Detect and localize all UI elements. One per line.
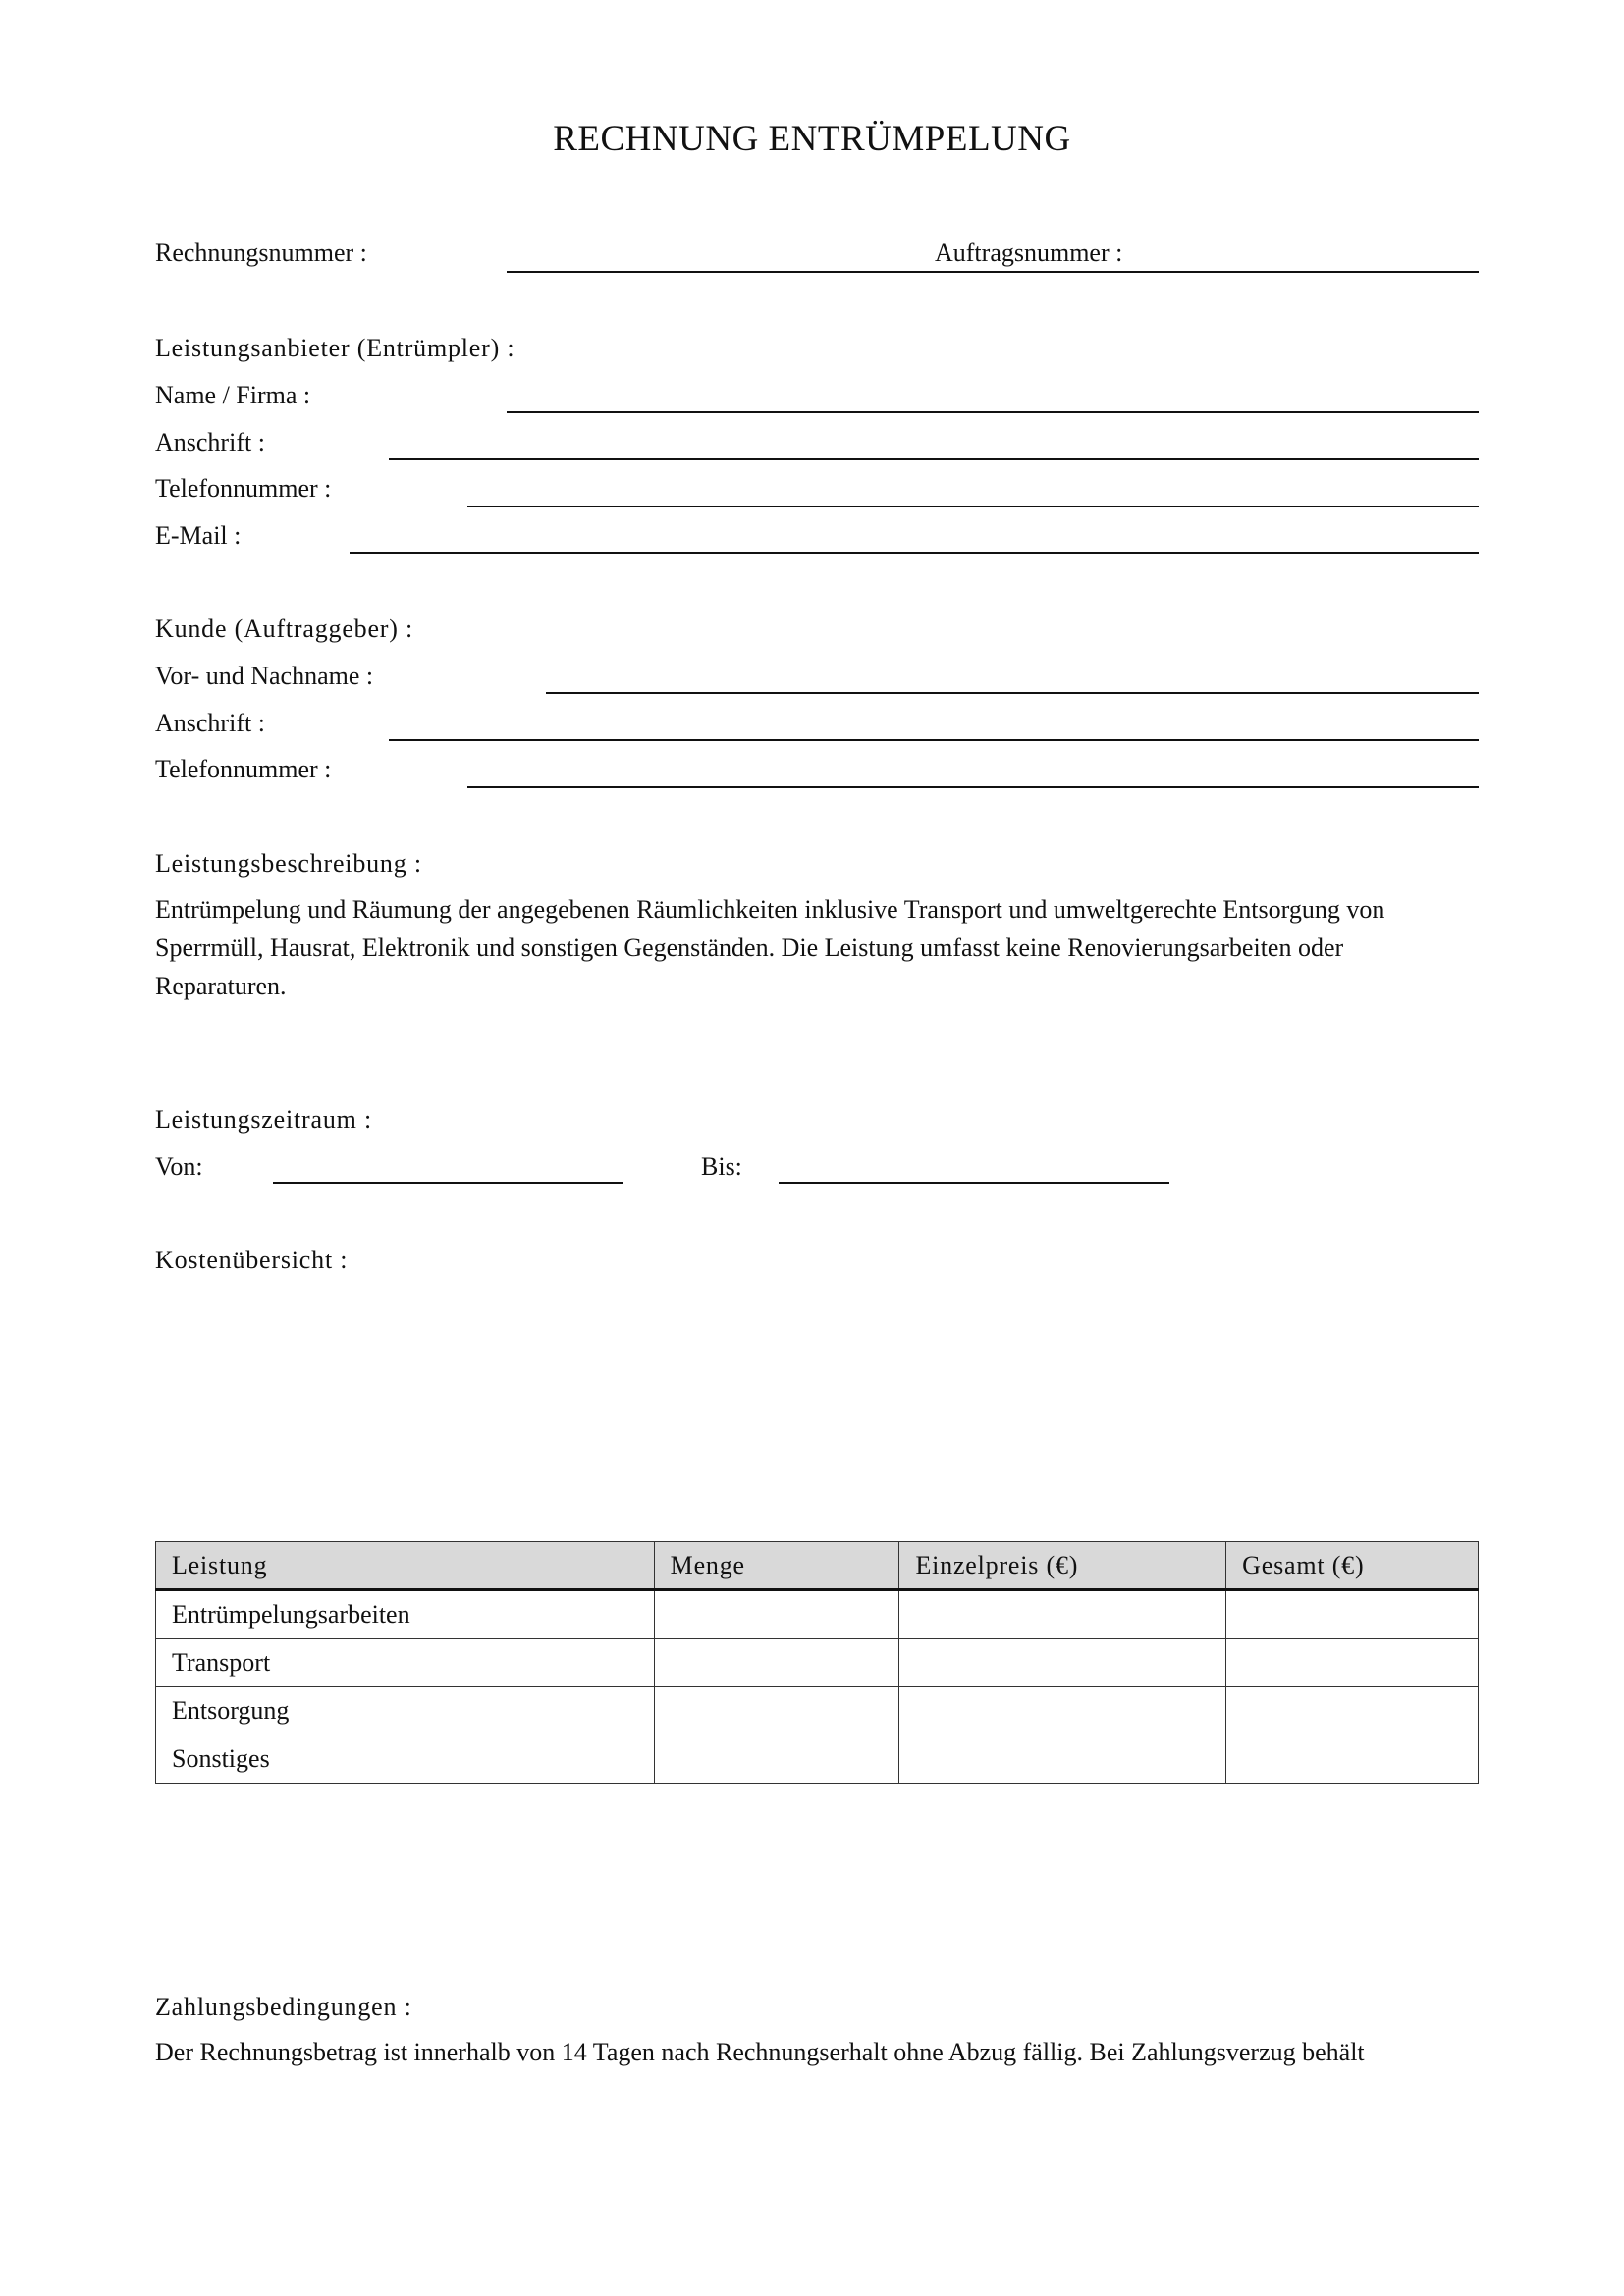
- cell-quantity[interactable]: [654, 1687, 899, 1735]
- column-header-quantity: Menge: [654, 1542, 899, 1590]
- cost-table-header-row: [156, 1542, 1479, 1590]
- customer-heading: Kunde (Auftraggeber) :: [155, 614, 414, 643]
- cell-total[interactable]: [1226, 1735, 1479, 1784]
- cell-total[interactable]: [1226, 1687, 1479, 1735]
- provider-email-field[interactable]: [350, 552, 1479, 554]
- costs-heading: Kostenübersicht :: [155, 1246, 349, 1274]
- customer-name-label: Vor- und Nachname :: [155, 662, 374, 690]
- period-to-field[interactable]: [779, 1182, 1169, 1184]
- provider-heading: Leistungsanbieter (Entrümpler) :: [155, 334, 515, 362]
- cell-total[interactable]: [1226, 1590, 1479, 1639]
- provider-phone-label: Telefonnummer :: [155, 474, 332, 503]
- invoice-number-label: Rechnungsnummer :: [155, 239, 367, 267]
- provider-address-field[interactable]: [389, 458, 1479, 460]
- column-header-unit-price: Einzelpreis (€): [899, 1542, 1226, 1590]
- provider-name-field[interactable]: [507, 411, 1479, 413]
- provider-phone-field[interactable]: [467, 506, 1479, 507]
- cell-quantity[interactable]: [654, 1590, 899, 1639]
- payment-terms-text: Der Rechnungsbetrag ist innerhalb von 14 Tagen nach Rechnungserhalt ohne Abzug fällig. Bei Zahlungsverzug behält: [155, 2038, 1365, 2066]
- order-number-label: Auftragsnummer :: [935, 239, 1123, 267]
- table-row: [156, 1687, 1479, 1735]
- customer-phone-label: Telefonnummer :: [155, 755, 332, 783]
- table-row: [156, 1735, 1479, 1784]
- cell-service: Transport: [156, 1639, 655, 1687]
- cell-service: Sonstiges: [156, 1735, 655, 1784]
- provider-email-label: E-Mail :: [155, 521, 242, 550]
- table-row: [156, 1590, 1479, 1639]
- customer-address-field[interactable]: [389, 739, 1479, 741]
- service-description: Entrümpelung und Räumung der angegebenen Räumlichkeiten inklusive Transport und umweltgerechte Entsorgung von Sperrmüll, Hausrat, Elektronik und sonstigen Gegenständen. Die Leistung umfasst keine Renovierungsarbeiten oder Reparaturen.: [155, 895, 1385, 1000]
- period-to-label: Bis:: [701, 1152, 742, 1181]
- period-from-field[interactable]: [273, 1182, 623, 1184]
- cell-quantity[interactable]: [654, 1735, 899, 1784]
- cell-total[interactable]: [1226, 1639, 1479, 1687]
- customer-name-field[interactable]: [546, 692, 1479, 694]
- document-title: RECHNUNG ENTRÜMPELUNG: [553, 119, 1071, 159]
- cell-unit-price[interactable]: [899, 1687, 1226, 1735]
- invoice-number-field[interactable]: [507, 271, 1479, 273]
- cell-service: Entsorgung: [156, 1687, 655, 1735]
- cell-unit-price[interactable]: [899, 1639, 1226, 1687]
- column-header-service: Leistung: [156, 1542, 655, 1590]
- customer-phone-field[interactable]: [467, 786, 1479, 788]
- table-row: [156, 1639, 1479, 1687]
- period-heading: Leistungszeitraum :: [155, 1105, 372, 1134]
- service-heading: Leistungsbeschreibung :: [155, 849, 422, 878]
- customer-address-label: Anschrift :: [155, 709, 265, 737]
- cell-quantity[interactable]: [654, 1639, 899, 1687]
- period-from-label: Von:: [155, 1152, 203, 1181]
- payment-heading: Zahlungsbedingungen :: [155, 1993, 412, 2021]
- provider-name-label: Name / Firma :: [155, 381, 311, 409]
- cell-unit-price[interactable]: [899, 1590, 1226, 1639]
- cell-service: Entrümpelungsarbeiten: [156, 1590, 655, 1639]
- provider-address-label: Anschrift :: [155, 428, 265, 456]
- cost-table: [155, 1541, 1479, 1784]
- cell-unit-price[interactable]: [899, 1735, 1226, 1784]
- column-header-total: Gesamt (€): [1226, 1542, 1479, 1590]
